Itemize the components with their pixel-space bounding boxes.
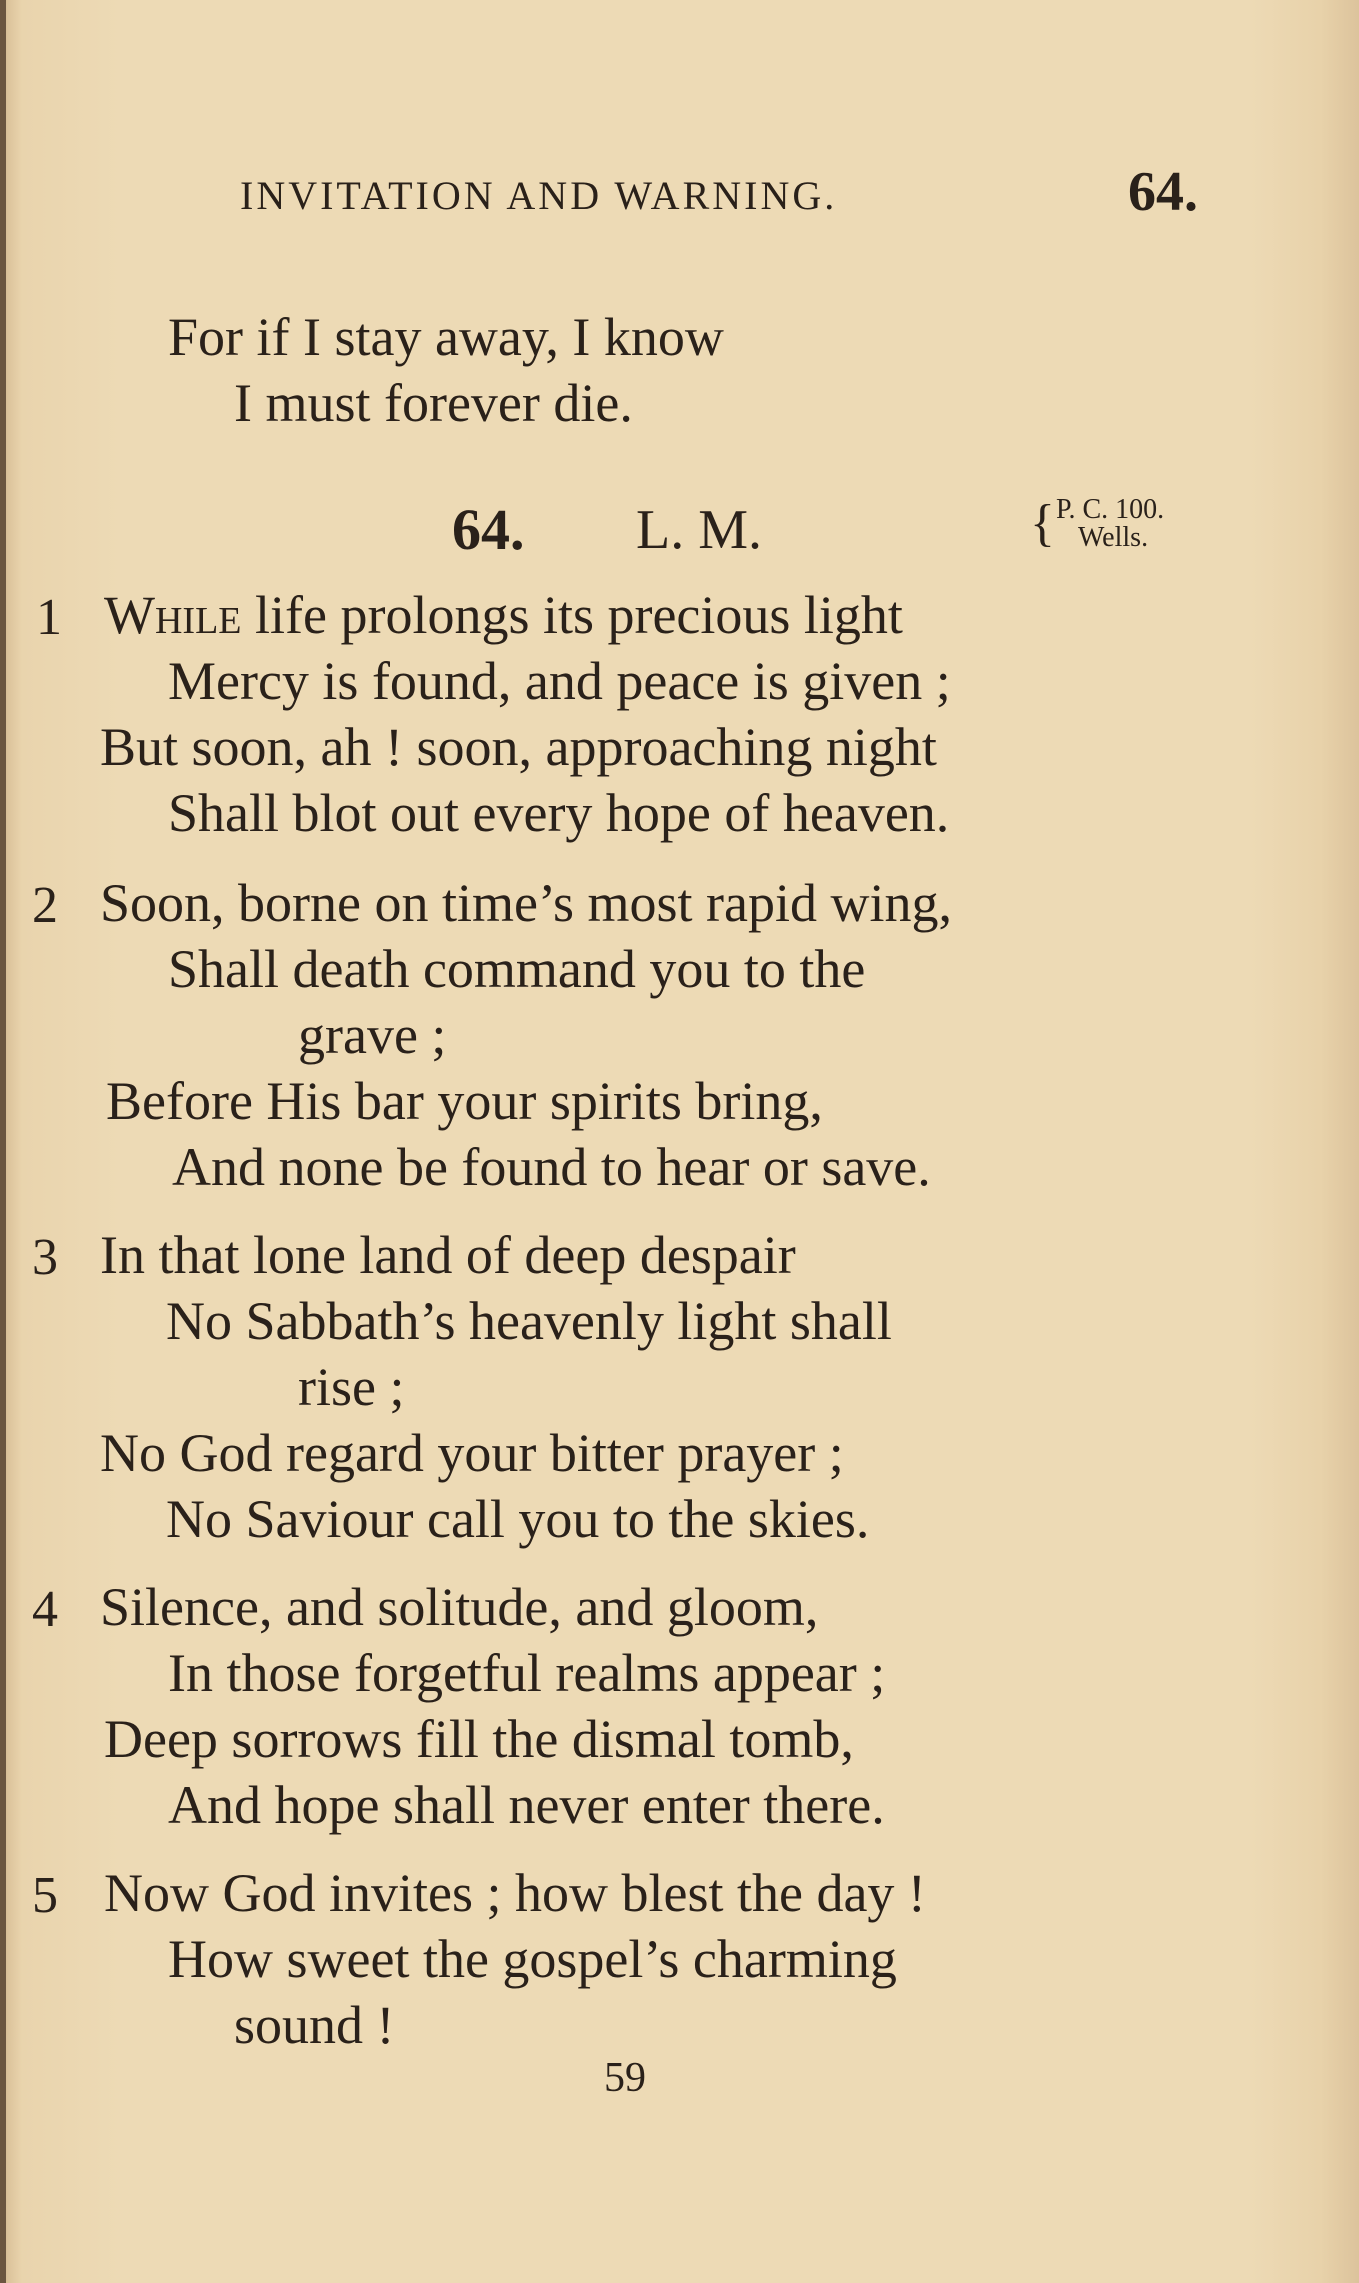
- running-title: INVITATION AND WARNING.: [240, 173, 838, 218]
- carryover-line-2: I must forever die.: [234, 373, 633, 433]
- stanza-1-line-4: Shall blot out every hope of heaven.: [168, 783, 950, 843]
- stanza-4-line-1: Silence, and solitude, and gloom,: [100, 1577, 819, 1637]
- hymn-meter: L. M.: [636, 499, 762, 561]
- page-marker: 64.: [1128, 161, 1198, 223]
- carryover-line-1: For if I stay away, I know: [168, 307, 724, 367]
- stanza-1-line-1: [104, 584, 903, 646]
- stanza-1-line-1-text: life prolongs its precious light: [255, 585, 903, 645]
- stanza-2-line-2: Shall death command you to the: [168, 939, 866, 999]
- tune-ref-1: P. C. 100.: [1056, 494, 1165, 525]
- stanza-3-line-3: rise ;: [298, 1357, 405, 1417]
- stanza-5-line-2: How sweet the gospel’s charming: [168, 1929, 897, 1989]
- stanza-number: 4: [32, 1581, 58, 1638]
- stanza-3-line-4: No God regard your bitter prayer ;: [100, 1423, 844, 1483]
- stanza-3-line-1: In that lone land of deep despair: [100, 1225, 796, 1285]
- brace-symbol: {: [1030, 495, 1055, 552]
- tune-ref-2: Wells.: [1078, 522, 1149, 553]
- page-gutter-edge: [0, 0, 6, 2283]
- stanza-3-line-5: No Saviour call you to the skies.: [166, 1489, 870, 1549]
- stanza-5-line-3: sound !: [234, 1995, 395, 2055]
- stanza-2-line-3: grave ;: [298, 1005, 447, 1065]
- stanza-2-line-1: Soon, borne on time’s most rapid wing,: [100, 873, 952, 933]
- stanza-2-line-4: Before His bar your spirits bring,: [106, 1071, 823, 1131]
- stanza-3-line-2: No Sabbath’s heavenly light shall: [166, 1291, 892, 1351]
- stanza-2-line-5: And none be found to hear or save.: [172, 1137, 931, 1197]
- stanza-number: 2: [32, 877, 58, 934]
- stanza-5-line-1: Now God invites ; how blest the day !: [104, 1863, 926, 1923]
- stanza-4-line-3: Deep sorrows fill the dismal tomb,: [104, 1709, 854, 1769]
- hymn-number: 64.: [452, 497, 525, 562]
- stanza-number: 3: [32, 1229, 58, 1286]
- stanza-1-line-2: Mercy is found, and peace is given ;: [168, 651, 951, 711]
- stanza-number: 5: [32, 1867, 58, 1924]
- stanza-number: 1: [36, 589, 62, 646]
- stanza-4-line-2: In those forgetful realms appear ;: [168, 1643, 886, 1703]
- stanza-1-first-word: While: [104, 585, 242, 645]
- stanza-1-line-3: But soon, ah ! soon, approaching night: [100, 717, 937, 777]
- stanza-4-line-4: And hope shall never enter there.: [168, 1775, 885, 1835]
- page-number: 59: [604, 2055, 646, 2101]
